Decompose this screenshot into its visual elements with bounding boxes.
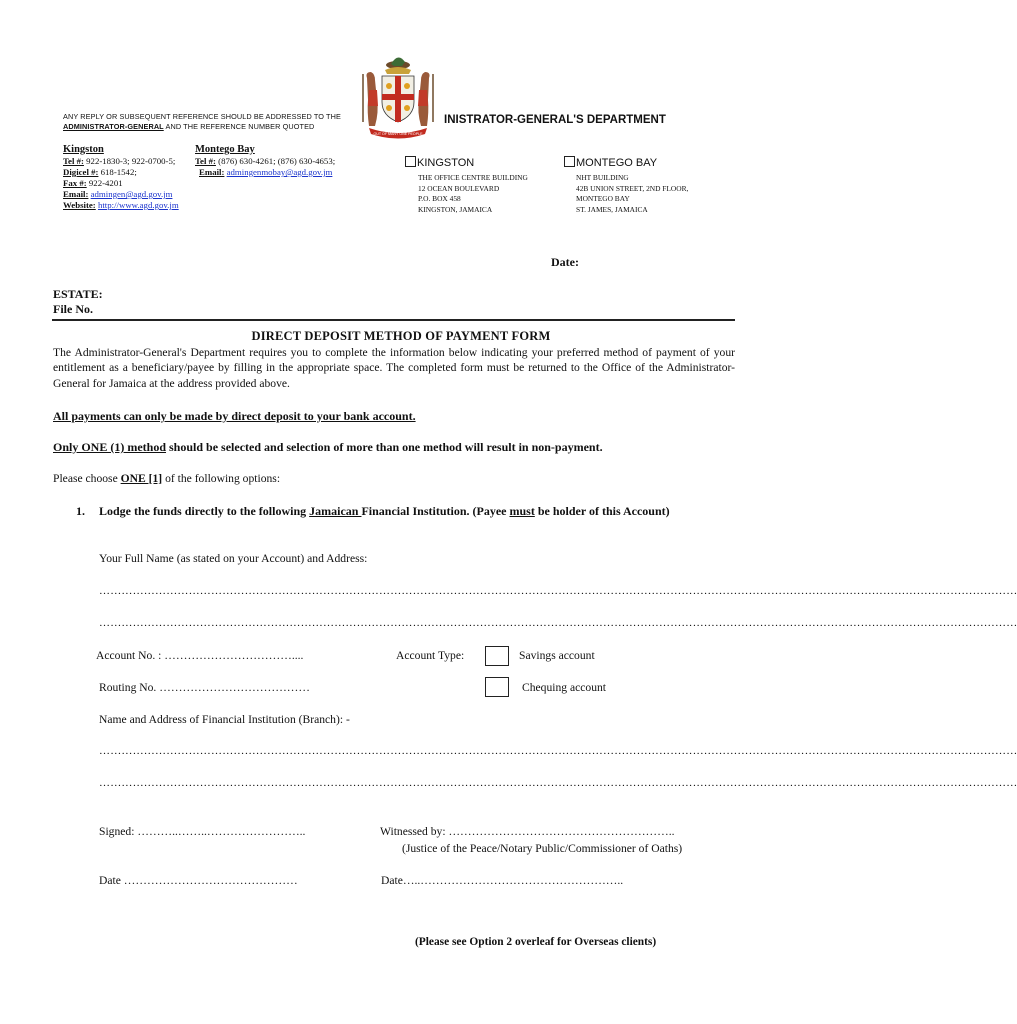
account-no-row [96,649,303,662]
one-method-notice [53,440,603,455]
savings-label: Savings account [519,649,595,662]
kingston-fax: 922-4201 [88,178,123,188]
kingston-digicel: 618-1542; [100,167,137,177]
kingston-email-link[interactable]: admingen@agd.gov.jm [90,189,173,199]
kingston-city: Kingston [63,144,104,155]
routing-field[interactable]: ………………………………… [159,681,310,694]
montego-email-label: Email: [199,167,225,177]
account-no-label: Account No. : [96,649,162,662]
kingston-tel: 922-1830-3; 922-0700-5; [86,156,176,166]
montego-location-label: MONTEGO BAY [576,157,658,169]
full-name-line-1[interactable]: ………………………………………………………………………………………………………………………………………………………………………………………………………………………… [99,585,1017,597]
montego-contact [195,144,335,178]
witness-note: (Justice of the Peace/Notary Public/Commissioner of Oaths) [402,842,683,855]
choose-prefix: Please choose [53,472,121,485]
option-text-c: be holder of this Account) [534,504,670,518]
option-1-number: 1. [76,504,85,518]
form-title: DIRECT DEPOSIT METHOD OF PAYMENT FORM [251,329,551,343]
montego-tel-label: Tel #: [195,156,216,166]
address-line: THE OFFICE CENTRE BUILDING [418,173,528,182]
kingston-website-link[interactable]: http://www.agd.gov.jm [97,200,179,210]
coat-of-arms-logo [355,50,441,142]
kingston-digicel-label: Digicel #: [63,167,99,177]
notice-tail: AND THE REFERENCE NUMBER QUOTED [165,122,315,131]
choose-suffix: of the following options: [162,472,281,485]
montego-bay-checkbox[interactable] [564,156,575,167]
date-2-field[interactable]: …..…………………………………………….. [402,874,624,887]
address-line: 42B UNION STREET, 2ND FLOOR, [576,183,689,193]
address-line: 12 OCEAN BOULEVARD [418,183,500,193]
date-1-field[interactable]: ……………………………………… [123,874,298,887]
institution-label: Name and Address of Financial Institution (Branch): - [99,713,350,726]
institution-line-2[interactable]: ………………………………………………………………………………………………………………………………………………………………………………………………………………………… [99,777,1017,789]
kingston-location-label: KINGSTON [417,157,475,169]
routing-row [99,681,310,694]
chequing-label: Chequing account [522,681,607,694]
option-text-b: Financial Institution. (Payee [361,504,510,518]
option-text-must: must [509,504,535,518]
kingston-address [418,173,528,215]
choose-instruction [53,472,280,485]
department-title: INISTRATOR-GENERAL'S DEPARTMENT [444,114,666,126]
date-label: Date: [551,255,579,269]
witnessed-label: Witnessed by: [380,825,446,838]
address-line: MONTEGO BAY [576,194,630,203]
signed-label: Signed: [99,825,135,838]
choose-bold: ONE [1] [120,472,163,485]
all-payments-notice: All payments can only be made by direct deposit to your bank account. [53,409,416,423]
motto-text: OUT OF MANY ONE PEOPLE [373,132,423,136]
address-line: ST. JAMES, JAMAICA [576,204,648,214]
estate-block [53,287,103,317]
reply-notice [63,112,353,132]
chequing-checkbox[interactable] [485,677,509,697]
location-montego-bay [564,156,688,215]
estate-label: ESTATE: [53,287,103,301]
kingston-website-label: Website: [63,200,96,210]
notice-text: ANY REPLY OR SUBSEQUENT REFERENCE SHOULD BE ADDRESSED TO THE [63,112,341,121]
witnessed-row [380,825,675,838]
one-method-underlined: Only ONE (1) method [53,440,167,454]
address-line: NHT BUILDING [576,173,629,182]
kingston-email-label: Email: [63,189,89,199]
footer-note: (Please see Option 2 overleaf for Overseas clients) [415,936,657,948]
account-no-field[interactable]: …………………………….... [164,649,304,662]
option-text-jamaican: Jamaican [309,504,362,518]
signed-field[interactable]: ………..……..…………………….. [137,825,306,838]
location-kingston [405,156,528,215]
form-intro: The Administrator-General's Department requires you to complete the information below indicating your preferred method of payment of your entitlement as a beneficiary/payee by filling in the appropriate space. The completed form must be returned to the Office of the Administrator-General for Jamaica at the address provided above. [53,346,735,390]
header-divider [52,319,735,321]
kingston-checkbox[interactable] [405,156,416,167]
routing-label: Routing No. [99,681,157,694]
date-1-label: Date [99,874,121,887]
address-line: KINGSTON, JAMAICA [418,204,493,214]
option-1-heading [76,504,734,520]
witnessed-field[interactable]: ………………………………………………….. [448,825,675,838]
date-row-2 [381,874,623,887]
full-name-line-2[interactable]: ………………………………………………………………………………………………………………………………………………………………………………………………………………………… [99,617,1017,629]
option-text-a: Lodge the funds directly to the following [99,504,310,518]
kingston-fax-label: Fax #: [63,178,87,188]
montego-city: Montego Bay [195,144,255,155]
date-2-label: Date [381,874,403,887]
full-name-label: Your Full Name (as stated on your Account) and Address: [99,552,368,565]
kingston-tel-label: Tel #: [63,156,84,166]
notice-bold: ADMINISTRATOR-GENERAL [63,122,164,131]
address-line: P.O. BOX 458 [418,194,461,203]
signed-row [99,825,305,838]
montego-tel: (876) 630-4261; (876) 630-4653; [218,156,336,166]
account-type-label: Account Type: [396,649,465,662]
montego-address [576,173,688,215]
file-no-label: File No. [53,302,93,316]
montego-email-link[interactable]: admingenmobay@agd.gov.jm [226,167,333,177]
savings-checkbox[interactable] [485,646,509,666]
institution-line-1[interactable]: ………………………………………………………………………………………………………………………………………………………………………………………………………………………… [99,745,1017,757]
one-method-rest: should be selected and selection of more than one method will result in non-payment. [166,440,603,454]
date-row-1 [99,874,298,887]
kingston-contact [63,144,179,211]
